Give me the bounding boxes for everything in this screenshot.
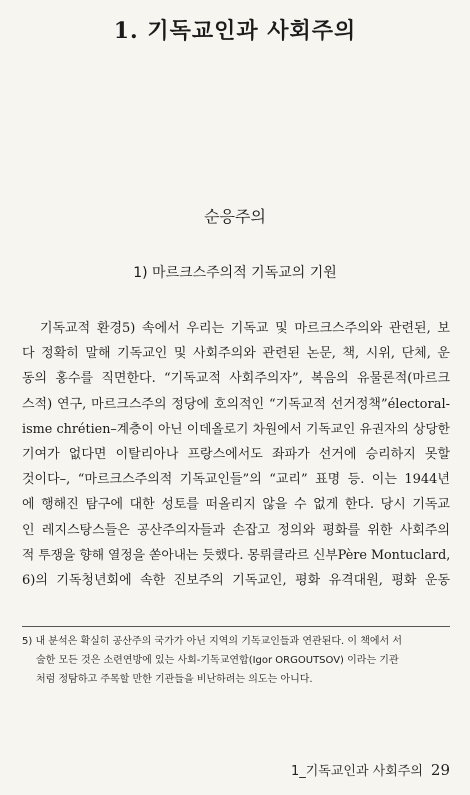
body-line: 스적) 연구, 마르크스주의 정당에 호의적인 “기독교적 선거정책”électoral-: [22, 396, 450, 412]
section-title: 순응주의: [204, 207, 266, 226]
running-footer: [291, 760, 450, 779]
body-paragraph: [22, 316, 450, 593]
chapter-title: 1. 기독교인과 사회주의: [113, 18, 357, 44]
body-line: isme chrétien–계층이 아닌 이데올로기 차원에서 기독교인 유권자의 상당한: [22, 421, 450, 437]
body-line: 기여가 없다면 이탈리아나 프랑스에서도 좌파가 선거에 승리하지 못할: [22, 446, 450, 462]
body-line: 다 정확히 말해 기독교인 및 사회주의와 관련된 논문, 책, 시위, 단체, 운: [22, 346, 450, 362]
body-line: 6)의 기독청년회에 속한 진보주의 기독교인, 평화 유격대원, 평화 운동: [22, 572, 450, 588]
footnote-divider: [22, 626, 450, 627]
body-line: 동의 홍수를 직면한다. “기독교적 사회주의자”, 복음의 유물론적(마르크: [22, 371, 450, 387]
footnote: [22, 632, 450, 689]
subsection-title: 1) 마르크스주의적 기독교의 기원: [133, 265, 337, 281]
footnote-line: 술한 모든 것은 소련연방에 있는 사회-기독교연합(Igor ORGOUTSOV) 이라는 기관: [36, 655, 399, 666]
page-number: 29: [430, 761, 450, 779]
body-line: 에 행해진 탐구에 대한 성토를 떠올리지 않을 수 없게 한다. 당시 기독교: [22, 497, 450, 513]
body-line: 인 레지스탕스들은 공산주의자들과 손잡고 정의와 평화를 위한 사회주의: [22, 522, 450, 538]
footnote-line: 5) 내 분석은 확실히 공산주의 국가가 아닌 지역의 기독교인들과 연관된다. 이 책에서 서: [22, 636, 403, 647]
body-line: 것이다–, “마르크스주의적 기독교인들”의 “교리” 표명 등. 이는 1944년: [22, 472, 450, 488]
body-line: 기독교적 환경5) 속에서 우리는 기독교 및 마르크스주의와 관련된, 보: [40, 321, 450, 336]
body-line: 적 투쟁을 향해 열정을 쏟아내는 듯했다. 몽뤼클라르 신부Père Montuclard,: [22, 547, 450, 563]
footnote-line: 처럼 정탐하고 주목할 만한 기관들을 비난하려는 의도는 아니다.: [36, 674, 313, 685]
running-head: 1_기독교인과 사회주의: [290, 764, 423, 779]
